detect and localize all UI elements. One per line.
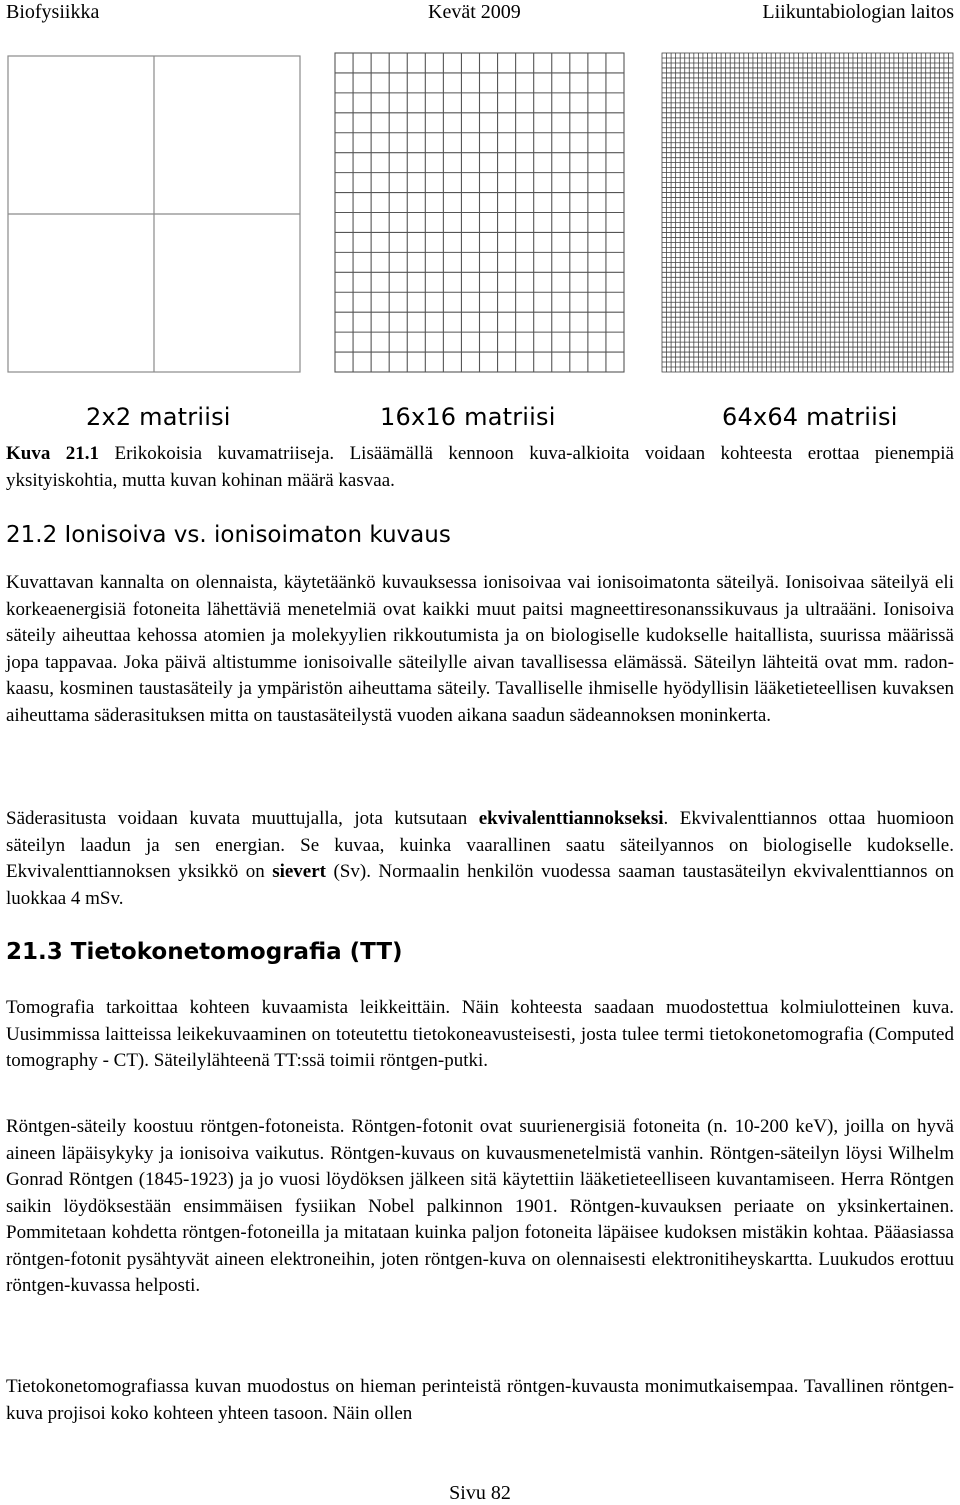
matrix-16x16 <box>335 53 624 372</box>
figure-caption-text: Erikokoisia kuvamatriiseja. Lisäämällä kennoon kuva-alkioita voidaan kohteesta erottaa pienempiä yksityiskohtia, mutta kuvan kohinan määrä kasvaa. <box>6 443 954 491</box>
section-heading-21-2: 21.2 Ionisoiva vs. ionisoimaton kuvaus <box>6 522 451 548</box>
header-term: Kevät 2009 <box>428 1 521 23</box>
matrix-label-64x64: 64x64 matriisi <box>722 403 898 431</box>
figure-caption-label: Kuva 21.1 <box>6 443 100 464</box>
matrix-64x64 <box>662 53 953 372</box>
header-department: Liikuntabiologian laitos <box>762 1 954 23</box>
header-course: Biofysiikka <box>6 1 100 23</box>
section-21-3-paragraph-1: Tomografia tarkoittaa kohteen kuvaamista leikkeittäin. Näin kohteesta saadaan muodostettua kolmiulotteinen kuva. Uusimmissa laitteissa leikekuvaaminen on toteutettu tietokoneavusteisesti, josta tulee termi tietokonetomografia (Computed tomography - CT). Säteilylähteenä TT:ssä toimii röntgen-putki. <box>6 997 954 1071</box>
section-21-2-paragraph-2 <box>6 806 954 912</box>
paragraph-text: . Ekvivalenttiannos ottaa huomioon säteilyn laadun ja sen energian. Se kuvaa, kuinka vaarallinen saatu säteilyannos on biologiselle kudokselle. Ekvivalenttiannoksen yksikkö on <box>6 808 954 882</box>
term-ekvivalenttiannos: ekvivalenttiannokseksi <box>478 808 664 829</box>
figure-caption <box>6 441 954 494</box>
term-sievert: sievert <box>272 861 327 882</box>
page-number: Sivu 82 <box>449 1482 511 1504</box>
matrix-figure <box>0 40 960 440</box>
section-21-3-paragraph-3: Tietokonetomografiassa kuvan muodostus on hieman perinteistä röntgen-kuvausta monimutkaisempaa. Tavallinen röntgen-kuva projisoi koko kohteen yhteen tasoon. Näin ollen <box>6 1376 954 1424</box>
matrix-label-16x16: 16x16 matriisi <box>380 403 556 431</box>
section-21-2-paragraph-1: Kuvattavan kannalta on olennaista, käytetäänkö kuvauksessa ionisoivaa vai ionisoimatonta säteilyä. Ionisoivaa säteilyä eli korkeaenergisiä fotoneita lähettäviä menetelmiä ovat kaikki muut paitsi magneettiresonanssikuvaus ja ultraääni. Ionisoiva säteily aiheuttaa kehossa atomien ja molekyylien rikkoutumista ja on biologiselle kudokselle haitallista, suurissa määrissä jopa tappavaa. Joka päivä altistumme ionisoivalle säteilylle aivan tavallisessa elämässä. Säteilyn lähteitä ovat mm. radon-kaasu, kosminen taustasäteily ja ympäristön aiheuttama säteily. Tavalliselle ihmiselle hyödyllisin lääketieteellisen kuvaksen aiheuttama säderasituksen mitta on taustasäteilystä vuoden aikana saadun sädeannoksen moninkerta. <box>6 572 954 726</box>
matrix-2x2 <box>8 56 300 372</box>
paragraph-text: Säderasitusta voidaan kuvata muuttujalla, jota kutsutaan <box>6 808 479 829</box>
section-heading-21-3: 21.3 Tietokonetomografia (TT) <box>6 939 403 965</box>
section-21-3-paragraph-2: Röntgen-säteily koostuu röntgen-fotoneista. Röntgen-fotonit ovat suurienergisiä fotoneita (n. 10-200 keV), joilla on hyvä aineen läpäisykyky ja ionisoiva vaikutus. Röntgen-kuvaus on kuvausmenetelmistä vanhin. Röntgen-säteilyn löysi Wilhelm Gonrad Röntgen (1845-1923) ja jo vuosi löydöksen jälkeen sitä käytettiin lääketieteelliseen kuvantamiseen. Herra Röntgen saikin löydöksestään ensimmäisen fysiikan Nobel palkinnon 1901. Röntgen-kuvauksen periaate on yksinkertainen. Pommitetaan kohdetta röntgen-fotoneilla ja mitataan kuinka paljon fotoneita läpäisee kudoksen mistäkin kohtaa. Pääasiassa röntgen-fotonit pysähtyvät aineen elektroneihin, joten röntgen-kuva on olennaisesti elektronitiheyskartta. Luukudos erottuu röntgen-kuvassa helposti. <box>6 1116 954 1296</box>
matrix-label-2x2: 2x2 matriisi <box>86 403 231 431</box>
paragraph-text: (Sv). Normaalin henkilön vuodessa saaman taustasäteilyn ekvivalenttiannos on luokkaa 4 mSv. <box>6 861 954 909</box>
